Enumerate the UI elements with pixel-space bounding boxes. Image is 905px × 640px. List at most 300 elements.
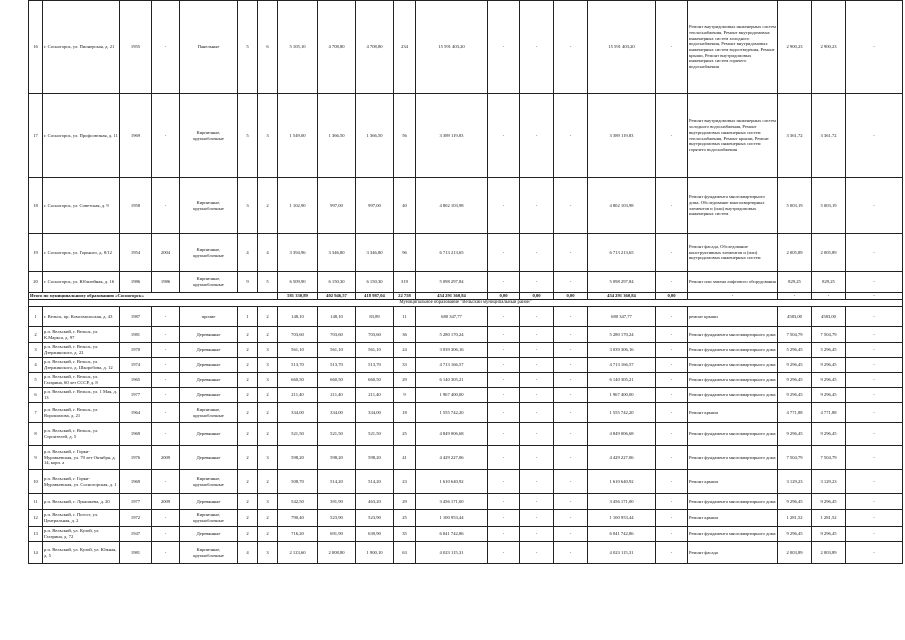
cost-local: - [554, 94, 588, 178]
row-number: 2 [29, 327, 43, 343]
cost-local: - [554, 470, 588, 494]
work-types: Ремонт фундамента многоквартирного дома [688, 388, 778, 403]
planned-date: - [846, 470, 903, 494]
wall-material: Кирпичные, крупноблочные [180, 94, 238, 178]
unit-cost: 4583,00 [778, 307, 812, 327]
total-c5: 0,00 [656, 293, 688, 300]
address: р.п. Вельский, ул. Кулой, ул. Южная, д. 5 [43, 542, 120, 564]
unit-cost: 5 296,45 [778, 343, 812, 358]
cost-other: - [656, 272, 688, 293]
year-reconstruction: - [152, 94, 180, 178]
planned-date: - [846, 358, 903, 373]
residents-count: 63 [394, 542, 416, 564]
area-living: 997,00 [318, 178, 356, 234]
total-row [29, 293, 903, 300]
total-area: 148,10 [278, 307, 318, 327]
cost-other: - [656, 542, 688, 564]
year-built: 1964 [120, 403, 152, 423]
total-label: Итого по муниципальному образованию «Сосногорск» [29, 293, 278, 300]
cost-local: - [554, 494, 588, 510]
floors-count: 2 [238, 510, 258, 527]
table-row [29, 94, 903, 178]
entrances-count: 3 [258, 343, 278, 358]
table-row [29, 272, 903, 293]
area-living-owned: 703,60 [356, 327, 394, 343]
cost-local: - [554, 446, 588, 470]
unit-cost-limit: 9 296,45 [812, 373, 846, 388]
entrances-count: 3 [258, 542, 278, 564]
floors-count: 2 [238, 494, 258, 510]
planned-date: - [846, 307, 903, 327]
cost-owners: 5 098 297,84 [588, 272, 656, 293]
cost-owners: 6 140 305,21 [588, 373, 656, 388]
total-area-living2: 418 987,04 [356, 293, 394, 300]
cost-federal: - [488, 373, 520, 388]
floors-count: 3 [238, 178, 258, 234]
unit-cost: 9 296,45 [778, 527, 812, 542]
total-area: 508,70 [278, 470, 318, 494]
entrances-count: 4 [258, 234, 278, 272]
address: р.п. Вельский, г. Погост, ул. Центральная, д. 2 [43, 510, 120, 527]
residents-count: 9 [394, 388, 416, 403]
cost-federal: - [488, 423, 520, 446]
cost-other: - [656, 1, 688, 94]
work-types: ремонт крыши [688, 307, 778, 327]
wall-material: Деревянные [180, 494, 238, 510]
row-number: 6 [29, 388, 43, 403]
table-row [29, 327, 903, 343]
wall-material: Деревянные [180, 358, 238, 373]
floors-count: 2 [238, 470, 258, 494]
total-c3: 0,00 [554, 293, 588, 300]
cost-local: - [554, 542, 588, 564]
row-number: 4 [29, 358, 43, 373]
cost-federal: - [488, 327, 520, 343]
unit-cost-limit: 829,25 [812, 272, 846, 293]
cost-other: - [656, 178, 688, 234]
cost-regional: - [520, 510, 554, 527]
unit-cost: 3 361,72 [778, 94, 812, 178]
address: р.п. Вельский, г. Горки-Муравьевская, ул. Сосногорская, д. 1 [43, 470, 120, 494]
row-number: 12 [29, 510, 43, 527]
unit-cost-limit: 7 504,79 [812, 327, 846, 343]
wall-material: Кирпичные, крупноблочные [180, 510, 238, 527]
cost-regional: - [520, 343, 554, 358]
floors-count: 2 [238, 388, 258, 403]
floors-count: 4 [238, 542, 258, 564]
year-reconstruction: - [152, 327, 180, 343]
total-area: 790,40 [278, 510, 318, 527]
cost-regional: - [520, 272, 554, 293]
table-row [29, 527, 903, 542]
cost-other: - [656, 94, 688, 178]
planned-date: - [846, 234, 903, 272]
floors-count: 2 [238, 373, 258, 388]
entrances-count: 2 [258, 327, 278, 343]
row-number: 10 [29, 470, 43, 494]
cost-total: 6 713 213,65 [416, 234, 488, 272]
area-living-owned: 514,20 [356, 470, 394, 494]
floors-count: 2 [238, 327, 258, 343]
unit-cost: 9 296,45 [778, 494, 812, 510]
cost-local: - [554, 327, 588, 343]
planned-date: - [846, 423, 903, 446]
floors-count: 2 [238, 358, 258, 373]
table-row [29, 470, 903, 494]
table-row [29, 343, 903, 358]
unit-cost-limit: 9 296,45 [812, 527, 846, 542]
cost-federal: - [488, 307, 520, 327]
cost-total: 3 456 171,00 [416, 494, 488, 510]
document-sheet [28, 0, 903, 564]
entrances-count: 2 [258, 388, 278, 403]
planned-date: - [846, 327, 903, 343]
unit-cost-limit: 3 129,23 [812, 470, 846, 494]
row-number: 9 [29, 446, 43, 470]
cost-owners: 15 591 403,20 [588, 1, 656, 94]
year-reconstruction: - [152, 358, 180, 373]
cost-owners: 5 280 170,24 [588, 327, 656, 343]
entrances-count: 3 [258, 358, 278, 373]
total-area: 1 102,90 [278, 178, 318, 234]
unit-cost: 9 296,45 [778, 358, 812, 373]
year-built: 1986 [120, 272, 152, 293]
residents-count: 25 [394, 423, 416, 446]
work-types: Ремонт фундамента многоквартирного дома [688, 373, 778, 388]
cost-federal: - [488, 272, 520, 293]
unit-cost: 5 003,19 [778, 178, 812, 234]
row-number: 11 [29, 494, 43, 510]
cost-total: 4 849 006,68 [416, 423, 488, 446]
area-living: 660,50 [318, 373, 356, 388]
address: р.п. Вельский, г. Вельск, ул. 1 Мая, д. 13 [43, 388, 120, 403]
cost-total: 1 967 400,00 [416, 388, 488, 403]
residents-count: 319 [394, 272, 416, 293]
cost-regional: - [520, 1, 554, 94]
cost-owners: 4 713 166,57 [588, 358, 656, 373]
area-living: 514,20 [318, 470, 356, 494]
total-last: - [846, 293, 903, 300]
cost-owners: 680 347,77 [588, 307, 656, 327]
cost-other: - [656, 358, 688, 373]
cost-regional: - [520, 307, 554, 327]
row-number: 17 [29, 94, 43, 178]
area-living-owned: 561,10 [356, 343, 394, 358]
planned-date: - [846, 446, 903, 470]
wall-material: Кирпичные, крупноблочные [180, 272, 238, 293]
floors-count: 2 [238, 446, 258, 470]
cost-other: - [656, 470, 688, 494]
year-built: 1955 [120, 1, 152, 94]
area-living: 334,00 [318, 403, 356, 423]
cost-other: - [656, 327, 688, 343]
total-area: 513,70 [278, 358, 318, 373]
unit-cost: 9 296,45 [778, 423, 812, 446]
floors-count: 2 [238, 527, 258, 542]
year-reconstruction: - [152, 388, 180, 403]
total-area: 660,50 [278, 373, 318, 388]
area-living-owned: 523,90 [356, 510, 394, 527]
total-area: 1 549,00 [278, 94, 318, 178]
planned-date: - [846, 510, 903, 527]
cost-other: - [656, 446, 688, 470]
address: р.п. Вельский, г. Вельск, ул. Дзержинского, д. Шкоробова, д. 12 [43, 358, 120, 373]
wall-material: Деревянные [180, 343, 238, 358]
table-row [29, 403, 903, 423]
entrances-count: 3 [258, 373, 278, 388]
section-title: Муниципальное образование "Вельский муниципальный район" [29, 300, 903, 307]
cost-total: 1 610 640,92 [416, 470, 488, 494]
cost-regional: - [520, 494, 554, 510]
planned-date: - [846, 494, 903, 510]
row-number: 5 [29, 373, 43, 388]
cost-owners: 1 555 742,20 [588, 403, 656, 423]
cost-other: - [656, 510, 688, 527]
unit-cost-limit: 9 296,45 [812, 358, 846, 373]
unit-cost-limit: 9 296,45 [812, 388, 846, 403]
work-types: Ремонт фундамента многоквартирного дома [688, 423, 778, 446]
table-row [29, 1, 903, 94]
cost-other: - [656, 307, 688, 327]
entrances-count: 5 [258, 272, 278, 293]
row-number: 1 [29, 307, 43, 327]
cost-federal: - [488, 403, 520, 423]
floors-count: 5 [238, 1, 258, 94]
wall-material: Кирпичные, крупноблочные [180, 234, 238, 272]
cost-regional: - [520, 542, 554, 564]
floors-count: 2 [238, 403, 258, 423]
cost-federal: - [488, 527, 520, 542]
unit-cost: 2 005,89 [778, 234, 812, 272]
floors-count: 1 [238, 307, 258, 327]
total-area: 334,00 [278, 403, 318, 423]
table-row [29, 358, 903, 373]
cost-owners: 3 039 306,16 [588, 343, 656, 358]
cost-other: - [656, 388, 688, 403]
year-reconstruction: 1986 [152, 272, 180, 293]
cost-federal: - [488, 234, 520, 272]
area-living: 598,20 [318, 446, 356, 470]
cost-other: - [656, 494, 688, 510]
table-row [29, 542, 903, 564]
planned-date: - [846, 403, 903, 423]
unit-cost: 9 296,45 [778, 388, 812, 403]
area-living-owned: 83,89 [356, 307, 394, 327]
total-area-living: 402 946,57 [318, 293, 356, 300]
work-types: Ремонт фасада [688, 542, 778, 564]
residents-count: 18 [394, 403, 416, 423]
cost-total: 5 098 297,84 [416, 272, 488, 293]
area-living: 703,60 [318, 327, 356, 343]
address: г. Вельск, пр. Комсомольская, д. 43 [43, 307, 120, 327]
work-types: Ремонт фундамента многоквартирного дома, Обследование многоквартирных элементов и (или) внутридомовых инженерных систем [688, 178, 778, 234]
floors-count: 5 [238, 94, 258, 178]
cost-local: - [554, 358, 588, 373]
year-reconstruction: 2009 [152, 446, 180, 470]
cost-total: 1 555 742,20 [416, 403, 488, 423]
total-area: 5 105,10 [278, 1, 318, 94]
floors-count: 9 [238, 272, 258, 293]
cost-local: - [554, 527, 588, 542]
cost-regional: - [520, 470, 554, 494]
entrances-count: 3 [258, 94, 278, 178]
cost-regional: - [520, 178, 554, 234]
unit-cost: 829,25 [778, 272, 812, 293]
year-reconstruction: - [152, 373, 180, 388]
area-living-owned: 639,90 [356, 527, 394, 542]
planned-date: - [846, 1, 903, 94]
total-area: 3 394,96 [278, 234, 318, 272]
planned-date: - [846, 94, 903, 178]
year-built: 1954 [120, 234, 152, 272]
unit-cost-limit: 4583,00 [812, 307, 846, 327]
unit-cost: 3 129,23 [778, 470, 812, 494]
planned-date: - [846, 373, 903, 388]
year-reconstruction: - [152, 470, 180, 494]
municipality-velsk-rows [29, 307, 903, 564]
total-cost: 454 291 360,84 [416, 293, 488, 300]
area-living-owned: 334,00 [356, 403, 394, 423]
total-residents: 22 758 [394, 293, 416, 300]
work-types: Ремонт фундамента многоквартирного дома [688, 527, 778, 542]
table-row [29, 388, 903, 403]
entrances-count: 2 [258, 470, 278, 494]
year-built: 1987 [120, 307, 152, 327]
cost-local: - [554, 307, 588, 327]
address: г. Сосногорск, ул. Юбилейная, д. 16 [43, 272, 120, 293]
planned-date: - [846, 388, 903, 403]
wall-material: Деревянные [180, 423, 238, 446]
cost-owners: 1 610 640,92 [588, 470, 656, 494]
unit-cost-limit: 9 296,45 [812, 494, 846, 510]
total-work: - [688, 293, 778, 300]
table-row [29, 178, 903, 234]
residents-count: 40 [394, 178, 416, 234]
total-unit-cost: - [778, 293, 812, 300]
cost-owners: 1 100 953,44 [588, 510, 656, 527]
area-living-owned: 6 150,30 [356, 272, 394, 293]
table-row [29, 446, 903, 470]
year-reconstruction: 2004 [152, 234, 180, 272]
cost-local: - [554, 234, 588, 272]
entrances-count: 6 [258, 1, 278, 94]
entrances-count: 3 [258, 446, 278, 470]
residents-count: 41 [394, 446, 416, 470]
cost-total: 15 591 403,20 [416, 1, 488, 94]
area-living: 4 708,80 [318, 1, 356, 94]
row-number: 13 [29, 527, 43, 542]
cost-local: - [554, 403, 588, 423]
total-area: 598,20 [278, 446, 318, 470]
address: р.п. Вельский, г. Вельск, ул. К.Маркса, д. 97 [43, 327, 120, 343]
cost-federal: - [488, 388, 520, 403]
total-area: 521,50 [278, 423, 318, 446]
unit-cost-limit: 4 771,88 [812, 403, 846, 423]
residents-count: 29 [394, 494, 416, 510]
unit-cost-limit: 5 296,45 [812, 343, 846, 358]
cost-local: - [554, 388, 588, 403]
table-row [29, 423, 903, 446]
cost-other: - [656, 234, 688, 272]
cost-owners: 4 023 115,31 [588, 542, 656, 564]
total-unit-limit: - [812, 293, 846, 300]
area-living-owned: 521,50 [356, 423, 394, 446]
work-types: Ремонт крыши [688, 510, 778, 527]
year-built: 1981 [120, 542, 152, 564]
area-living: 1 366,50 [318, 94, 356, 178]
unit-cost: 1 281,52 [778, 510, 812, 527]
area-living: 523,90 [318, 510, 356, 527]
cost-regional: - [520, 388, 554, 403]
address: р.п. Вельский, г. Горки-Муравьевская, ул. 70 лет Октября, д. 14, корп. а [43, 446, 120, 470]
area-living: 2 008,80 [318, 542, 356, 564]
wall-material: Кирпичные, крупноблочные [180, 403, 238, 423]
total-area: 2 123,60 [278, 542, 318, 564]
unit-cost: 2 900,23 [778, 1, 812, 94]
total-area: 542,50 [278, 494, 318, 510]
area-living-owned: 1 900,10 [356, 542, 394, 564]
year-reconstruction: - [152, 1, 180, 94]
wall-material: Деревянные [180, 446, 238, 470]
row-number: 14 [29, 542, 43, 564]
cost-total: 4 802 103,98 [416, 178, 488, 234]
year-reconstruction: - [152, 510, 180, 527]
unit-cost-limit: 2 900,23 [812, 1, 846, 94]
area-living-owned: 3 346,80 [356, 234, 394, 272]
repair-program-table [28, 0, 903, 564]
address: р.п. Вельский, г. Вельск, ул. Гагарина, 60 лет СССР, д. 8 [43, 373, 120, 388]
cost-federal: - [488, 1, 520, 94]
year-reconstruction: - [152, 527, 180, 542]
floors-count: 2 [238, 343, 258, 358]
cost-total: 6 140 305,21 [416, 373, 488, 388]
wall-material: Кирпичные, крупноблочные [180, 542, 238, 564]
municipality-sosnogorsk-total [29, 293, 903, 307]
planned-date: - [846, 527, 903, 542]
unit-cost: 9 296,45 [778, 373, 812, 388]
work-types: Ремонт фундамента многоквартирного дома [688, 358, 778, 373]
year-built: 1977 [120, 494, 152, 510]
address: р.п. Вельский, г. Вельск, ул. Строителей, д. 5 [43, 423, 120, 446]
address: р.п. Вельский, г. Лукашьева, д. 20 [43, 494, 120, 510]
address: г. Сосногорск, ул. Профсоюзная, д. 11 [43, 94, 120, 178]
row-number: 7 [29, 403, 43, 423]
total-area: 703,60 [278, 327, 318, 343]
cost-owners: 1 967 400,00 [588, 388, 656, 403]
year-built: 1947 [120, 527, 152, 542]
wall-material: Деревянные [180, 327, 238, 343]
cost-other: - [656, 423, 688, 446]
residents-count: 96 [394, 234, 416, 272]
residents-count: 35 [394, 527, 416, 542]
wall-material: Деревянные [180, 388, 238, 403]
cost-regional: - [520, 403, 554, 423]
wall-material: Панельные [180, 1, 238, 94]
area-living: 691,90 [318, 527, 356, 542]
residents-count: 33 [394, 358, 416, 373]
work-types: Ремонт фундамента многоквартирного дома [688, 327, 778, 343]
year-built: 1981 [120, 327, 152, 343]
table-row [29, 307, 903, 327]
address: г. Сосногорск, ул. Горького, д. 8/12 [43, 234, 120, 272]
area-living: 513,70 [318, 358, 356, 373]
cost-local: - [554, 373, 588, 388]
cost-federal: - [488, 358, 520, 373]
wall-material: Кирпичные, крупноблочные [180, 470, 238, 494]
work-types: Ремонт внутридомовых инженерных систем холодного водоснабжения, Ремонт внутридомовых инженерных систем теплоснабжения, Ремонт крыши, Ремонт внутридомовых инженерных систем горячего водоснабжения [688, 94, 778, 178]
work-types: Ремонт фундамента многоквартирного дома [688, 343, 778, 358]
entrances-count: 3 [258, 494, 278, 510]
